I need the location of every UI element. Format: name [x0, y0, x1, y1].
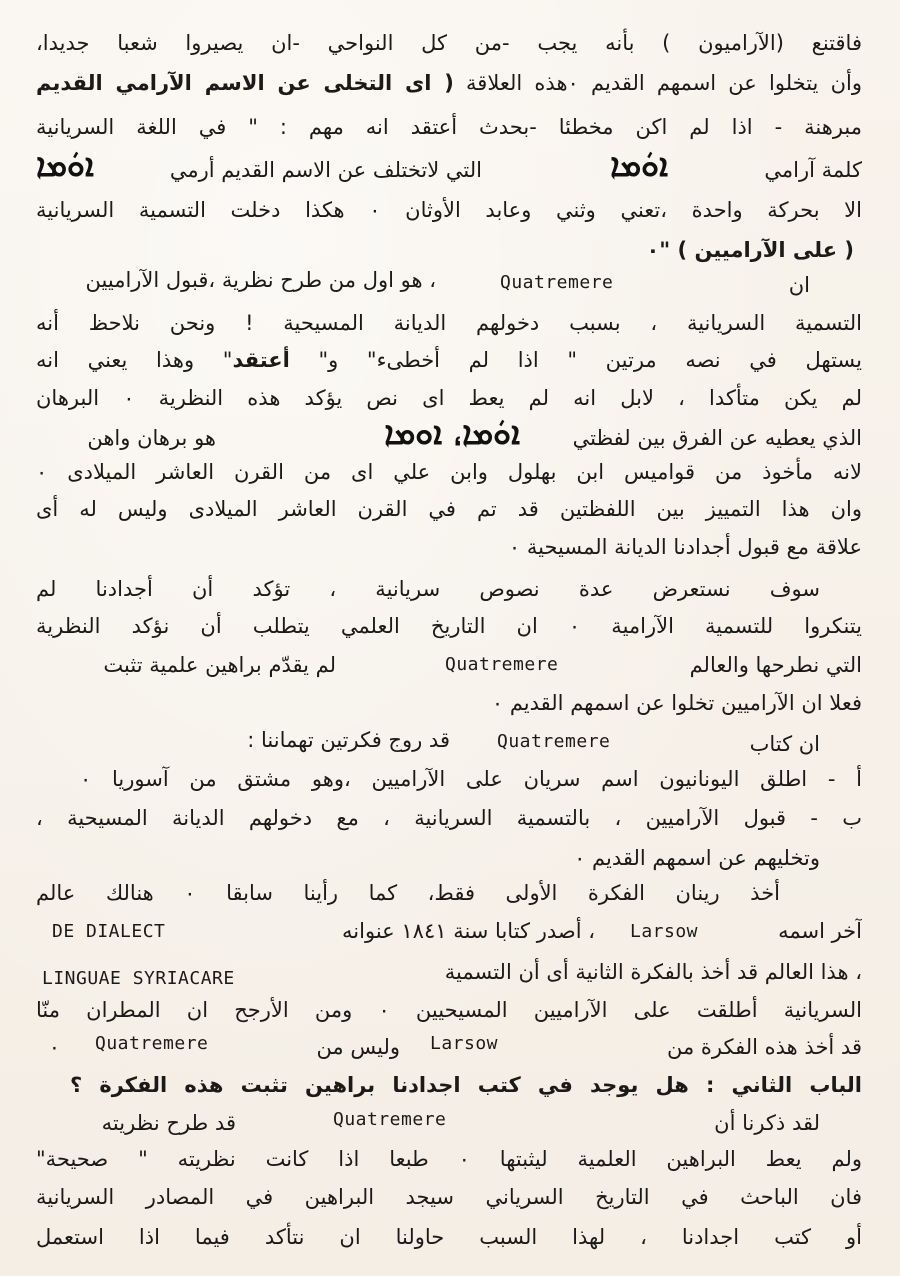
- latin-title: LINGUAE SYRIACARE: [42, 968, 235, 989]
- text-segment: لم يقدّم براهين علمية تثبت: [103, 653, 336, 677]
- text-line: ولم يعط البراهين العلمية ليثبتها ٠ طبعا اذا كانت نظريته " صحيحة": [36, 1147, 862, 1171]
- text-segment: كلمة آرامي: [764, 158, 862, 182]
- text-segment: ، هذا العالم قد أخذ بالفكرة الثانية أى أن التسمية: [444, 960, 862, 984]
- text-segment: قد أخذ هذه الفكرة من: [667, 1035, 862, 1059]
- bold-phrase: ( اى التخلى عن الاسم الآرامي القديم: [36, 71, 454, 95]
- text-line: ( على الآراميين ) "٠: [646, 238, 854, 262]
- latin-name: Larsow: [430, 1033, 499, 1054]
- text-run: يستهل في نصه مرتين " اذا لم أخطىء" و": [289, 348, 862, 372]
- text-line: يتنكروا للتسمية الآرامية ٠ ان التاريخ العلمي يتطلب أن نؤكد النظرية: [36, 614, 862, 638]
- text-segment: ، أصدر كتابا سنة ١٨٤١ عنوانه: [342, 919, 595, 943]
- text-line: أو كتب اجدادنا ، لهذا السبب حاولنا ان نتأكد فيما اذا استعمل: [36, 1225, 862, 1249]
- text-segment: قد طرح نظريته: [101, 1111, 236, 1135]
- text-line: لم يكن متأكدا ، لابل انه لم يعط اى نص يؤكد هذه النظرية ٠ البرهان: [36, 386, 862, 410]
- text-segment: ، هو اول من طرح نظرية ،قبول الآراميين: [85, 268, 436, 292]
- latin-title: DE DIALECT: [52, 921, 166, 942]
- latin-name: Quatremere: [497, 731, 611, 752]
- text-line: فعلا ان الآراميين تخلوا عن اسمهم القديم ٠: [491, 691, 862, 715]
- text-line: الا بحركة واحدة ،تعني وثني وعابد الأوثان ٠ هكذا دخلت التسمية السريانية: [36, 198, 862, 222]
- bold-word: أعتقد: [232, 348, 290, 372]
- text-segment: الذي يعطيه عن الفرق بين لفظتي: [572, 426, 862, 450]
- text-line: علاقة مع قبول أجدادنا الديانة المسيحية ٠: [508, 535, 862, 559]
- syriac-word-pair: ܐܘܿܡܐ، ܐܘܡܐ: [384, 414, 520, 452]
- latin-name: Quatremere: [500, 272, 614, 293]
- text-line: أ - اطلق اليونانيون اسم سريان على الآراميين ،وهو مشتق من آسوريا ٠: [80, 767, 862, 791]
- text-line: وتخليهم عن اسمهم القديم ٠: [574, 846, 820, 870]
- text-line: لانه مأخوذ من قواميس ابن بهلول وابن علي اى من القرن العاشر الميلادى ٠: [36, 460, 862, 484]
- text-line: سوف نستعرض عدة نصوص سريانية ، تؤكد أن أجدادنا لم: [36, 577, 820, 601]
- syriac-word: ܐܘܿܡܐ: [610, 146, 668, 184]
- text-line: فاقتنع (الآراميون ) بأنه يجب -من كل النواحي -ان يصيروا شعبا جديدا،: [36, 31, 862, 55]
- latin-name: Quatremere: [333, 1109, 447, 1130]
- text-run: " وهذا يعني انه: [36, 348, 233, 372]
- text-segment: قد روج فكرتين تهماننا :: [247, 728, 450, 752]
- latin-name: Larsow: [630, 921, 699, 942]
- latin-name: Quatremere: [445, 654, 559, 675]
- text-line: ب - قبول الآراميين ، بالتسمية السريانية ، مع دخولهم الديانة المسيحية ،: [36, 806, 862, 830]
- text-line: وان هذا التمييز بين اللفظتين قد تم في القرن العاشر الميلادى وليس له أى: [36, 497, 862, 521]
- text-line: مبرهنة - اذا لم اكن مخطئا -بحدث أعتقد انه مهم : " في اللغة السريانية: [36, 115, 862, 139]
- text-segment: ان كتاب: [749, 732, 820, 756]
- syriac-word: ܐܘܿܡܐ: [36, 146, 94, 184]
- text-line: [36, 66, 862, 100]
- text-line: التسمية السريانية ، بسبب دخولهم الديانة المسيحية ! ونحن نلاحظ أنه: [36, 311, 862, 335]
- latin-name: Quatremere: [95, 1033, 209, 1054]
- text-segment: وليس من: [316, 1035, 400, 1059]
- text-line: [36, 343, 862, 377]
- text-line: فان الباحث في التاريخ السرياني سيجد البراهين في المصادر السريانية: [36, 1185, 862, 1209]
- text-segment: آخر اسمه: [778, 919, 862, 943]
- text-segment: التي لاتختلف عن الاسم القديم أرمي: [169, 158, 482, 182]
- text-segment: التي نطرحها والعالم: [689, 653, 862, 677]
- text-segment: ٠: [48, 1035, 60, 1059]
- text-segment: لقد ذكرنا أن: [714, 1111, 820, 1135]
- text-line: أخذ رينان الفكرة الأولى فقط، كما رأينا سابقا ٠ هنالك عالم: [36, 881, 780, 905]
- text-segment: هو برهان واهن: [87, 426, 216, 450]
- text-run: وأن يتخلوا عن اسمهم القديم ٠هذه العلاقة: [453, 71, 862, 95]
- section-heading: الباب الثاني : هل يوجد في كتب اجدادنا براهين تثبت هذه الفكرة ؟: [70, 1073, 862, 1097]
- text-line: السريانية أطلقت على الآراميين المسيحيين ٠ ومن الأرجح ان المطران منّا: [36, 998, 862, 1022]
- text-segment: ان: [788, 273, 810, 297]
